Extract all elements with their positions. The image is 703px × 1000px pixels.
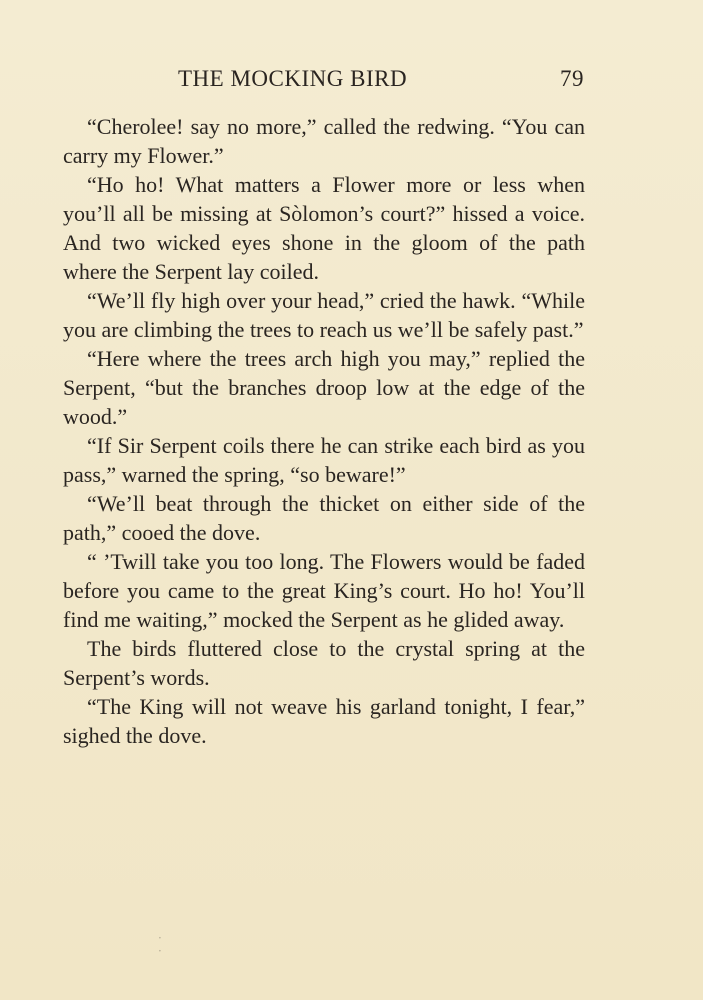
paragraph-3: “We’ll fly high over your head,” cried the hawk. “While you are climbing the trees to reach us we’ll be safely past.” bbox=[63, 288, 585, 342]
paragraph-9: “The King will not weave his garland tonight, I fear,” sighed the dove. bbox=[63, 694, 585, 748]
body-text bbox=[63, 112, 585, 750]
running-title: THE MOCKING BIRD bbox=[178, 66, 408, 91]
paragraph-8: The birds fluttered close to the crystal spring at the Serpent’s words. bbox=[63, 636, 585, 690]
paragraph-6: “We’ll beat through the thicket on either side of the path,” cooed the dove. bbox=[63, 491, 585, 545]
paragraph-4: “Here where the trees arch high you may,” replied the Serpent, “but the branches droop low at the edge of the wood.” bbox=[63, 346, 585, 429]
paragraph-5: “If Sir Serpent coils there he can strike each bird as you pass,” warned the spring, “so beware!” bbox=[63, 433, 585, 487]
paper-mark: · · bbox=[158, 931, 162, 958]
paragraph-1: “Cherolee! say no more,” called the redwing. “You can carry my Flower.” bbox=[63, 114, 585, 168]
paragraph-7: “ ’Twill take you too long. The Flowers would be faded before you came to the great King’s court. Ho ho! You’ll find me waiting,” mocked the Serpent as he glided away. bbox=[63, 549, 585, 632]
running-head bbox=[178, 66, 584, 100]
page-number: 79 bbox=[560, 66, 584, 91]
paragraph-2: “Ho ho! What matters a Flower more or less when you’ll all be missing at Sòlomon’s court?” hissed a voice. And two wicked eyes shone in the gloom of the path where the Serpent lay coiled. bbox=[63, 172, 585, 284]
